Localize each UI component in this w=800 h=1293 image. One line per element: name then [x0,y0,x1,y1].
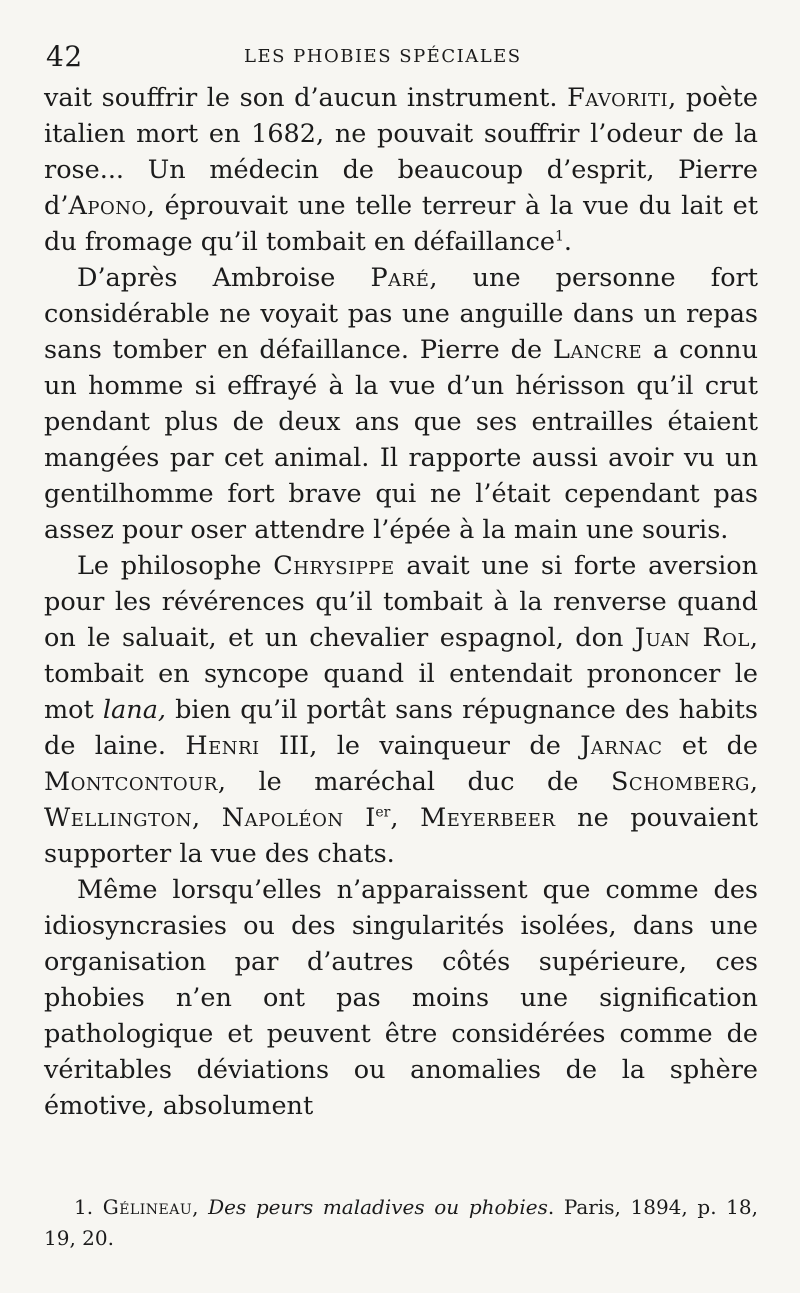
footnote-author: Gélineau [102,1195,193,1219]
footnote-marker: 1 [554,228,564,245]
footnote-reference: . Paris, 1894, p. 18, 19, 20. [44,1195,758,1250]
superscript-er: er [375,804,391,821]
text-run: . [563,227,572,257]
name-lancre: Lancre [552,335,643,365]
name-meyerbeer: Meyerbeer [420,803,556,833]
text-run: , [192,1195,209,1219]
name-pare: Paré [370,263,430,293]
text-run: avait une si forte aversion pour les révérences qu’il tombait à la renverse quand on le saluait, et un chevalier espagnol, don [44,551,758,653]
text-run: , [749,767,758,797]
text-run: et de [662,731,759,761]
footnote-1 [44,1192,758,1254]
name-chrysippe: Chrysippe [273,551,395,581]
name-schomberg: Schomberg [610,767,750,797]
name-napoleon: Napoléon [221,803,344,833]
text-run: , éprouvait une telle terreur à la vue du lait et du fromage qu’il tombait en défaillance [44,191,758,257]
body-text [44,80,758,1124]
text-run: III, le vainqueur de [259,731,581,761]
name-favoriti: Favoriti [567,83,669,113]
text-run: , tombait en syncope quand il entendait prononcer le mot [44,623,758,725]
name-montcontour: Montcontour [44,767,218,797]
paragraph-2 [44,260,758,548]
text-run: , [192,803,222,833]
paragraph-4 [44,872,758,1124]
footnote-title: Des peurs maladives ou phobies [208,1195,548,1219]
name-wellington: Wellington [44,803,193,833]
name-apono: Apono [68,191,147,221]
footnote-number: 1. [74,1195,94,1219]
text-run: , le maréchal duc de [217,767,611,797]
paragraph-1 [44,80,758,260]
running-head [44,34,758,80]
paragraph-3 [44,548,758,872]
running-title: LES PHOBIES SPÉCIALES [244,46,522,67]
name-henri: Henri [185,731,260,761]
text-run: vait souffrir le son d’aucun instrument. [44,83,568,113]
text-run: Le philosophe [77,551,274,581]
italic-word-lana: lana, [102,695,166,725]
text-run: , une personne fort considérable ne voyait pas une anguille dans un repas sans tomber en défaillance. Pierre de [44,263,758,365]
footnotes [44,1192,758,1254]
text-run: D’après Ambroise [77,263,371,293]
page-number: 42 [46,40,83,73]
text-run: ne pouvaient supporter la vue des chats. [44,803,758,869]
text-run: I [343,803,376,833]
text-run: bien qu’il portât sans répugnance des habits de laine. [44,695,759,761]
text-run: Même lorsqu’elles n’apparaissent que comme des idiosyncrasies ou des singularités isolées, dans une organisation par d’autres côtés supérieure, ces phobies n’en ont pas moins une signification pathologique et peuvent être considérées comme de véritables déviations ou anomalies de la sphère émotive, absolument [44,875,758,1121]
text-run: , [390,803,421,833]
text-run: , poète italien mort en 1682, ne pouvait souffrir l’odeur de la rose... Un médecin de beaucoup d’esprit, Pierre d’ [44,83,758,221]
text-run: a connu un homme si effrayé à la vue d’un hérisson qu’il crut pendant plus de deux ans que ses entrailles étaient mangées par cet animal. Il rapporte aussi avoir vu un gentilhomme fort brave qui ne l’était cependant pas assez pour oser attendre l’épée à la main une souris. [44,335,758,545]
name-jarnac: Jarnac [580,731,663,761]
name-juan-rol: Juan Rol [634,623,750,653]
